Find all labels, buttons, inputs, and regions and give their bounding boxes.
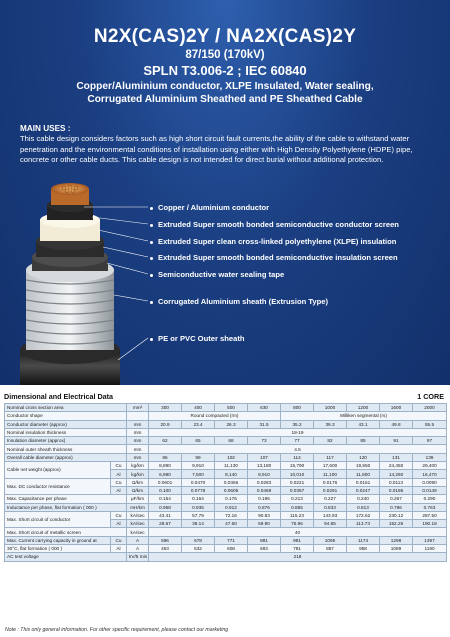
table-row xyxy=(5,553,447,561)
value-cell: 0.0176 xyxy=(314,478,347,486)
value-cell: 13,180 xyxy=(248,462,281,470)
value-cell: 19,550 xyxy=(347,462,380,470)
core-count: 1 CORE xyxy=(417,392,444,401)
value-cell: 102 xyxy=(215,453,248,461)
value-cell: 0.855 xyxy=(281,503,314,511)
unit-cell: µF/km xyxy=(127,495,149,503)
row-label: Inductance per phase, flat formation ( 000 ) xyxy=(5,503,127,511)
value-cell: 1190 xyxy=(413,545,447,553)
value-cell: 0.912 xyxy=(215,503,248,511)
value-cell: 49.8 xyxy=(380,420,413,428)
unit-cell: Ω/km xyxy=(127,478,149,486)
layer-text: Extruded Super smooth bonded semiconductive insulation screen xyxy=(158,253,398,262)
material-cell: Al xyxy=(111,470,127,478)
value-cell: 38.14 xyxy=(182,520,215,528)
row-label: Max. Current carrying capacity in ground at xyxy=(5,536,111,544)
value-cell: 99 xyxy=(182,453,215,461)
value-cell: 0.0151 xyxy=(347,478,380,486)
value-cell: 10,010 xyxy=(281,470,314,478)
value-cell: 24,450 xyxy=(380,462,413,470)
value-cell: 0.240 xyxy=(347,495,380,503)
value-cell: 17,600 xyxy=(314,462,347,470)
value-cell: 0.100 xyxy=(149,486,182,494)
description-line-2: Corrugated Aluminium Sheathed and PE Sheathed Cable xyxy=(87,94,363,105)
unit-cell: kg/km xyxy=(127,470,149,478)
value-cell: 1200 xyxy=(347,404,380,412)
value-cell: 6,980 xyxy=(149,470,182,478)
value-cell: 139 xyxy=(413,453,447,461)
bullet-icon xyxy=(150,301,153,304)
standard-reference: SPLN T3.006-2 ; IEC 60840 xyxy=(143,63,307,78)
value-cell: 152.26 xyxy=(380,520,413,528)
row-label: Insulation diameter (approx) xyxy=(5,437,127,445)
value-cell: 47.60 xyxy=(215,520,248,528)
value-cell: 39.3 xyxy=(314,420,347,428)
value-cell: 781 xyxy=(281,545,314,553)
value-cell: 9,910 xyxy=(182,462,215,470)
material-cell: Cu xyxy=(111,536,127,544)
value-cell: 1174 xyxy=(347,536,380,544)
value-cell: 107 xyxy=(248,453,281,461)
row-label: 30°C, flat formation ( 000 ) xyxy=(5,545,111,553)
value-cell: 20.9 xyxy=(149,420,182,428)
table-title: Dimensional and Electrical Data xyxy=(4,392,114,401)
value-cell: 97 xyxy=(413,437,447,445)
row-label: Max. DC conductor resistance xyxy=(5,478,111,495)
unit-cell: A xyxy=(127,545,149,553)
row-label: Conductor shape xyxy=(5,412,127,420)
value-cell: 120 xyxy=(347,453,380,461)
value-cell: 115.23 xyxy=(281,511,314,519)
table-row xyxy=(5,528,447,536)
value-cell: 35.2 xyxy=(281,420,314,428)
value-cell: 0.0778 xyxy=(182,486,215,494)
value-cell: 14,260 xyxy=(380,470,413,478)
value-cell: 0.0113 xyxy=(380,478,413,486)
value-cell: 15,790 xyxy=(281,462,314,470)
value-cell: 500 xyxy=(215,404,248,412)
value-cell: 43.41 xyxy=(149,511,182,519)
row-label: Max. Capacitance per phase xyxy=(5,495,127,503)
row-label: Nominal cross section area xyxy=(5,404,127,412)
value-cell: 91 xyxy=(380,437,413,445)
value-cell: 0.290 xyxy=(413,495,447,503)
unit-cell: kg/km xyxy=(127,462,149,470)
value-cell: 0.227 xyxy=(314,495,347,503)
unit-cell: mm xyxy=(127,445,149,453)
layer-label-insulation-screen xyxy=(150,253,398,262)
value-cell: 72.16 xyxy=(215,511,248,519)
row-label: Nominal outer sheath thickness xyxy=(5,445,127,453)
value-cell: 0.0221 xyxy=(281,478,314,486)
value-cell: 0.786 xyxy=(380,503,413,511)
table-row xyxy=(5,478,447,486)
value-cell: 11,800 xyxy=(347,470,380,478)
row-label: Overall cable diameter (approx) xyxy=(5,453,127,461)
bullet-icon xyxy=(150,274,153,277)
value-cell: 8,140 xyxy=(215,470,248,478)
value-cell: 31.5 xyxy=(248,420,281,428)
table-row xyxy=(5,545,447,553)
value-cell: 0.213 xyxy=(281,495,314,503)
value-cell: 23.4 xyxy=(182,420,215,428)
value-cell: 117 xyxy=(314,453,347,461)
bullet-icon xyxy=(150,207,153,210)
table-row xyxy=(5,511,447,519)
value-cell: 0.813 xyxy=(347,503,380,511)
uses-text: This cable design considers factors such as high short circuit fault currents,the ability of the cable to withstand water penetration and the environmental conditions of installation using either with High Density Polyethylene (HDPE) pipe, concrete or other cable ducts. This cable design is not intended for direct burial without additional protection. xyxy=(20,134,413,165)
value-cell: 0.0605 xyxy=(215,486,248,494)
value-cell: 77 xyxy=(281,437,314,445)
row-label: Max. Short circuit of metallic screen xyxy=(5,528,127,536)
value-cell: 43.1 xyxy=(347,420,380,428)
dimensional-electrical-table xyxy=(4,403,447,562)
value-cell: 230.12 xyxy=(380,511,413,519)
product-title: N2X(CAS)2Y / NA2X(CAS)2Y xyxy=(93,26,357,47)
layer-text: Copper / Aluminium conductor xyxy=(158,203,270,212)
row-label: Max. Short circuit of conductor xyxy=(5,511,111,528)
value-cell: 1298 xyxy=(380,536,413,544)
value-cell: 0.0469 xyxy=(248,486,281,494)
bullet-icon xyxy=(150,338,153,341)
layer-label-water-sealing-tape xyxy=(150,270,284,279)
value-cell: 630 xyxy=(248,404,281,412)
layer-label-conductor-screen xyxy=(150,220,399,229)
row-label: Nominal insulation thickness xyxy=(5,428,127,436)
value-cell: 287.50 xyxy=(413,511,447,519)
material-cell: Al xyxy=(111,545,127,553)
product-description xyxy=(10,80,440,106)
bullet-icon xyxy=(150,241,153,244)
table-row xyxy=(5,412,447,420)
table-row xyxy=(5,536,447,544)
unit-cell: mm² xyxy=(127,404,149,412)
value-cell: 2000 xyxy=(413,404,447,412)
layer-text: Semiconductive water sealing tape xyxy=(158,270,285,279)
table-row xyxy=(5,404,447,412)
row-label: AC test voltage xyxy=(5,553,127,561)
voltage-rating: 87/150 (170kV) xyxy=(185,49,265,61)
value-cell: 16,470 xyxy=(413,470,447,478)
value-cell: 62 xyxy=(149,437,182,445)
value-cell: 11,130 xyxy=(215,462,248,470)
unit-cell xyxy=(127,412,149,420)
value-cell: 463 xyxy=(149,545,182,553)
value-cell: 771 xyxy=(215,536,248,544)
value-cell: 82 xyxy=(314,437,347,445)
unit-cell: kA/sec xyxy=(127,528,149,536)
value-cell: 1397 xyxy=(413,536,447,544)
value-cell: 59.90 xyxy=(248,520,281,528)
table-row xyxy=(5,437,447,445)
value-cell: 68 xyxy=(215,437,248,445)
material-cell: Cu xyxy=(111,462,127,470)
value-cell: 0.935 xyxy=(182,503,215,511)
unit-cell: mH/km xyxy=(127,503,149,511)
value-cell: 0.164 xyxy=(182,495,215,503)
unit-cell: kV/5 min xyxy=(127,553,149,561)
value-cell: 11,100 xyxy=(314,470,347,478)
value-cell: 800 xyxy=(281,404,314,412)
footer-note: Note : This only general information. For other specific requirement, please contact our marketing xyxy=(5,627,229,633)
value-cell: 1600 xyxy=(380,404,413,412)
unit-cell: mm xyxy=(127,428,149,436)
value-cell: 190.18 xyxy=(413,520,447,528)
value-cell: 532 xyxy=(182,545,215,553)
value-cell: 0.0367 xyxy=(281,486,314,494)
value-cell: 0.0247 xyxy=(347,486,380,494)
value-cell: 57.79 xyxy=(182,511,215,519)
value-cell: 0.0470 xyxy=(182,478,215,486)
value-cell: 958 xyxy=(347,545,380,553)
span-value-cell: 218 xyxy=(149,553,447,561)
value-cell: 300 xyxy=(149,404,182,412)
value-cell: 8,890 xyxy=(149,462,182,470)
span-value-cell: Round compacted (rm) xyxy=(149,412,281,420)
unit-cell: kA/sec xyxy=(127,511,149,519)
value-cell: 1000 xyxy=(314,404,347,412)
table-row xyxy=(5,453,447,461)
unit-cell: mm xyxy=(127,437,149,445)
value-cell: 85 xyxy=(347,437,380,445)
value-cell: 0.0283 xyxy=(248,478,281,486)
value-cell: 0.0090 xyxy=(413,478,447,486)
layer-text: Extruded Super clean cross-linked polyethylene (XLPE) insulation xyxy=(158,237,397,246)
row-label: Cable net weight (approx) xyxy=(5,462,111,479)
value-cell: 0.196 xyxy=(248,495,281,503)
material-cell: Cu xyxy=(111,478,127,486)
table-row xyxy=(5,428,447,436)
table-row xyxy=(5,445,447,453)
value-cell: 131 xyxy=(380,453,413,461)
layer-label-conductor xyxy=(150,203,269,212)
value-cell: 693 xyxy=(248,545,281,553)
bullet-icon xyxy=(150,257,153,260)
value-cell: 596 xyxy=(149,536,182,544)
table-row xyxy=(5,495,447,503)
unit-cell: mm xyxy=(127,420,149,428)
value-cell: 143.93 xyxy=(314,511,347,519)
value-cell: 608 xyxy=(215,545,248,553)
value-cell: 0.267 xyxy=(380,495,413,503)
value-cell: 0.763 xyxy=(413,503,447,511)
value-cell: 1095 xyxy=(314,536,347,544)
table-row xyxy=(5,420,447,428)
value-cell: 8,910 xyxy=(248,470,281,478)
layer-text: Extruded Super smooth bonded semiconductive conductor screen xyxy=(158,220,399,229)
value-cell: 0.176 xyxy=(215,495,248,503)
layer-text: PE or PVC Outer sheath xyxy=(158,334,245,343)
value-cell: 678 xyxy=(182,536,215,544)
value-cell: 0.0186 xyxy=(380,486,413,494)
table-heading xyxy=(4,392,446,402)
value-cell: 0.154 xyxy=(149,495,182,503)
table-row xyxy=(5,503,447,511)
bullet-icon xyxy=(150,224,153,227)
material-cell: Cu xyxy=(111,511,127,519)
material-cell: Al xyxy=(111,486,127,494)
value-cell: 400 xyxy=(182,404,215,412)
value-cell: 1089 xyxy=(380,545,413,553)
value-cell: 0.958 xyxy=(149,503,182,511)
value-cell: 7,500 xyxy=(182,470,215,478)
value-cell: 90.83 xyxy=(248,511,281,519)
row-label: Conductor diameter (approx) xyxy=(5,420,127,428)
material-cell: Al xyxy=(111,520,127,528)
value-cell: 172.62 xyxy=(347,511,380,519)
span-value-cell: 18-19 xyxy=(149,428,447,436)
uses-heading: MAIN USES : xyxy=(20,124,71,133)
value-cell: 0.833 xyxy=(314,503,347,511)
layer-label-aluminium-sheath xyxy=(150,297,328,306)
value-cell: 113.73 xyxy=(347,520,380,528)
value-cell: 29,400 xyxy=(413,462,447,470)
span-value-cell: 4.5 xyxy=(149,445,447,453)
table-row xyxy=(5,462,447,470)
value-cell: 0.0366 xyxy=(215,478,248,486)
unit-cell: mm xyxy=(127,453,149,461)
value-cell: 94.85 xyxy=(314,520,347,528)
value-cell: 0.0601 xyxy=(149,478,182,486)
value-cell: 26.3 xyxy=(215,420,248,428)
unit-cell: Ω/km xyxy=(127,486,149,494)
unit-cell: A xyxy=(127,536,149,544)
value-cell: 0.0149 xyxy=(413,486,447,494)
value-cell: 887 xyxy=(314,545,347,553)
value-cell: 55.5 xyxy=(413,420,447,428)
value-cell: 881 xyxy=(248,536,281,544)
value-cell: 0.0291 xyxy=(314,486,347,494)
span-value-cell: Milliken segmental (rs) xyxy=(281,412,447,420)
layer-label-outer-sheath xyxy=(150,334,245,343)
value-cell: 96 xyxy=(149,453,182,461)
value-cell: 0.876 xyxy=(248,503,281,511)
unit-cell: kA/sec xyxy=(127,520,149,528)
value-cell: 73 xyxy=(248,437,281,445)
value-cell: 75.96 xyxy=(281,520,314,528)
layer-text: Corrugated Aluminium sheath (Extrusion Type) xyxy=(158,297,329,306)
value-cell: 114 xyxy=(281,453,314,461)
value-cell: 28.67 xyxy=(149,520,182,528)
layer-label-xlpe-insulation xyxy=(150,237,396,246)
value-cell: 65 xyxy=(182,437,215,445)
description-line-1: Copper/Aluminium conductor, XLPE Insulated, Water sealing, xyxy=(76,81,374,92)
value-cell: 981 xyxy=(281,536,314,544)
span-value-cell: 40 xyxy=(149,528,447,536)
